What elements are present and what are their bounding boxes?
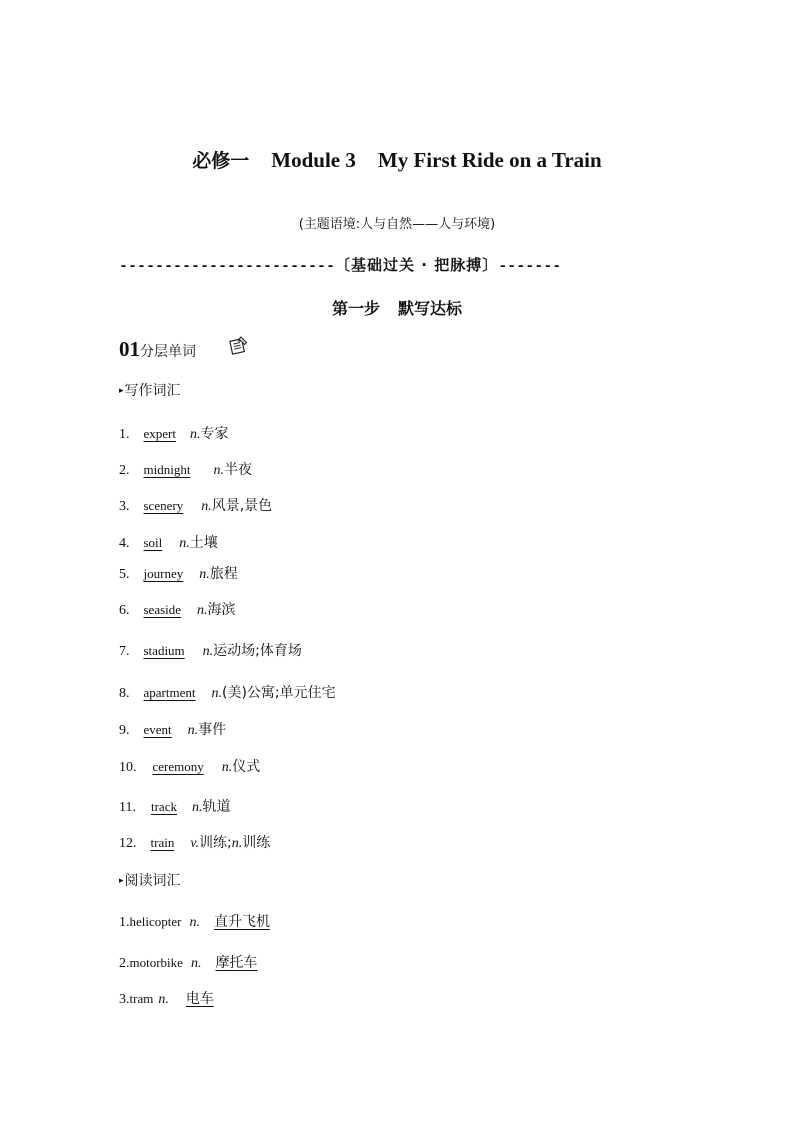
vocab-item xyxy=(119,796,230,816)
title-unit-name: My First Ride on a Train xyxy=(377,148,602,172)
answer-text: 直升飞机 xyxy=(213,914,270,930)
part-of-speech: n. xyxy=(211,686,222,701)
answer-text: ceremony xyxy=(152,759,204,774)
answer-text: stadium xyxy=(143,643,185,658)
meaning: 半夜 xyxy=(223,462,252,478)
answer-blank xyxy=(130,426,190,442)
part-of-speech: n. xyxy=(199,567,210,582)
meaning: 运动场;体育场 xyxy=(213,643,302,659)
vocab-item xyxy=(119,599,236,619)
item-number: 8. xyxy=(119,686,130,701)
answer-text: seaside xyxy=(143,602,182,617)
part-of-speech-2: n. xyxy=(231,836,243,851)
part-of-speech: n. xyxy=(189,915,200,930)
word: tram xyxy=(129,991,154,1006)
answer-text: 电车 xyxy=(185,991,214,1007)
memo-pencil-icon xyxy=(229,335,249,355)
meaning: (美)公寓;单元住宅 xyxy=(221,685,336,701)
meaning-2: 训练 xyxy=(242,835,271,851)
meaning: 训练; xyxy=(199,835,232,851)
vocab-item xyxy=(119,832,270,852)
item-number: 10. xyxy=(119,760,137,775)
item-number: 1. xyxy=(119,427,130,442)
item-number: 5. xyxy=(119,567,130,582)
answer-text: scenery xyxy=(143,498,184,513)
answer-blank xyxy=(136,799,192,815)
word: helicopter xyxy=(129,914,182,929)
writing-vocab-title: 写作词汇 xyxy=(124,383,181,399)
answer-blank xyxy=(130,462,214,478)
answer-blank xyxy=(130,643,203,659)
title-textbook: 必修一 xyxy=(192,150,250,172)
title-module: Module 3 xyxy=(271,148,356,172)
step-name: 默写达标 xyxy=(398,299,463,318)
item-number: 4. xyxy=(119,536,130,551)
answer-text: journey xyxy=(143,566,184,581)
part-of-speech: n. xyxy=(197,603,208,618)
item-number: 7. xyxy=(119,644,130,659)
answer-blank xyxy=(130,498,202,514)
answer-blank xyxy=(200,914,290,930)
answer-blank xyxy=(137,835,191,851)
meaning: 仪式 xyxy=(232,759,261,775)
vocab-item xyxy=(119,911,290,931)
writing-vocab-heading xyxy=(119,380,181,400)
part-of-speech: v. xyxy=(190,836,200,851)
item-number: 6. xyxy=(119,603,130,618)
part-of-speech: n. xyxy=(202,644,214,659)
word: motorbike xyxy=(129,955,183,970)
item-number: 12. xyxy=(119,836,137,851)
reading-vocab-heading xyxy=(119,870,181,890)
step-number: 第一步 xyxy=(331,299,380,318)
meaning: 风景,景色 xyxy=(211,498,273,514)
section-number: 01 xyxy=(119,337,140,361)
part-of-speech: n. xyxy=(158,992,169,1007)
vocab-item xyxy=(119,423,228,443)
vocab-item xyxy=(119,988,228,1008)
part-of-speech: n. xyxy=(189,427,201,442)
vocab-item xyxy=(119,459,252,479)
answer-blank xyxy=(169,991,228,1007)
vocab-item xyxy=(119,719,226,739)
meaning: 土壤 xyxy=(189,535,218,551)
section-label: 分层单词 xyxy=(140,344,196,360)
answer-text: track xyxy=(150,799,177,814)
item-number: 2. xyxy=(119,956,130,971)
part-of-speech: n. xyxy=(187,723,199,738)
answer-text: midnight xyxy=(143,462,191,477)
item-number: 3. xyxy=(119,499,130,514)
part-of-speech: n. xyxy=(190,956,202,971)
answer-text: soil xyxy=(143,535,163,550)
part-of-speech: n. xyxy=(221,760,233,775)
part-of-speech: n. xyxy=(179,536,190,551)
divider-dashes-right: ------- xyxy=(498,258,562,275)
answer-blank xyxy=(130,566,200,582)
answer-blank xyxy=(130,535,180,551)
answer-text: expert xyxy=(143,426,176,441)
item-number: 3. xyxy=(119,992,130,1007)
meaning: 专家 xyxy=(200,426,229,442)
part-of-speech: n. xyxy=(191,800,203,815)
answer-blank xyxy=(130,685,212,701)
vocab-item xyxy=(119,756,260,776)
vocab-item xyxy=(119,532,218,552)
divider-banner: 〔基础过关 · 把脉搏〕 xyxy=(335,256,499,274)
meaning: 旅程 xyxy=(209,566,238,582)
part-of-speech: n. xyxy=(213,463,224,478)
step-heading xyxy=(0,296,794,319)
item-number: 9. xyxy=(119,723,130,738)
answer-blank xyxy=(130,722,188,738)
meaning: 轨道 xyxy=(202,799,231,815)
triangle-bullet-icon: ▸ xyxy=(119,386,124,396)
answer-blank xyxy=(130,602,198,618)
answer-blank xyxy=(137,759,222,775)
vocab-item xyxy=(119,682,336,702)
meaning: 事件 xyxy=(198,722,227,738)
part-of-speech: n. xyxy=(201,499,212,514)
item-number: 2. xyxy=(119,463,130,478)
vocab-item xyxy=(119,952,267,972)
meaning: 海滨 xyxy=(207,602,236,618)
vocab-item xyxy=(119,640,302,660)
section-divider xyxy=(119,254,561,275)
triangle-bullet-icon: ▸ xyxy=(119,876,124,886)
item-number: 1. xyxy=(119,915,130,930)
answer-text: 摩托车 xyxy=(215,955,258,971)
answer-text: apartment xyxy=(143,685,196,700)
answer-text: train xyxy=(150,835,175,850)
vocab-item xyxy=(119,495,272,515)
section-heading xyxy=(119,337,196,362)
reading-vocab-title: 阅读词汇 xyxy=(124,873,181,889)
vocab-item xyxy=(119,563,238,583)
divider-dashes-left: ------------------------ xyxy=(119,258,336,275)
answer-blank xyxy=(201,955,267,971)
page-title xyxy=(0,146,794,173)
theme-context: (主题语境:人与自然——人与环境) xyxy=(298,217,496,232)
answer-text: event xyxy=(143,722,172,737)
item-number: 11. xyxy=(119,800,136,815)
